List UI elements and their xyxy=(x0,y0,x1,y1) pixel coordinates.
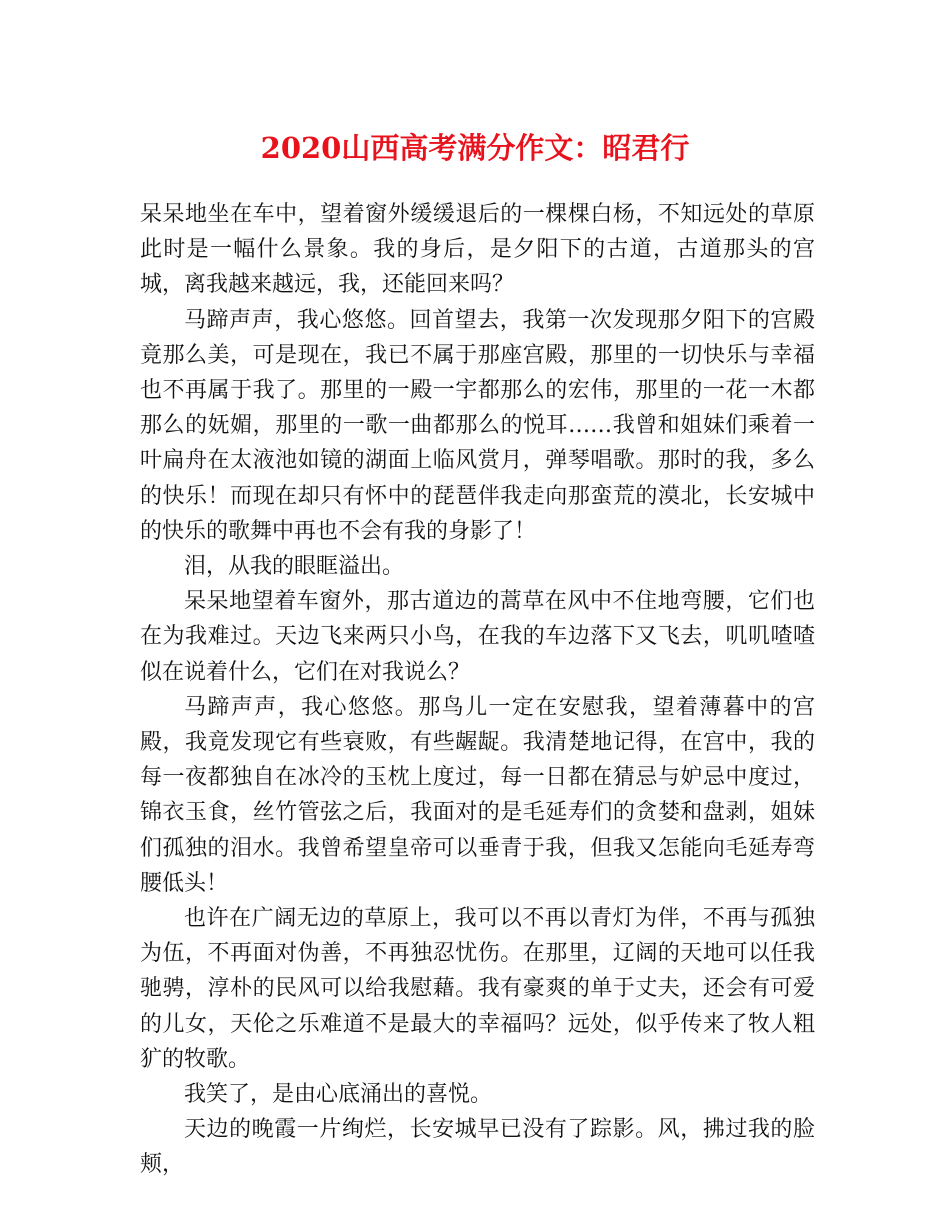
paragraph-2: 马蹄声声，我心悠悠。回首望去，我第一次发现那夕阳下的宫殿竟那么美，可是现在，我已不属于那座宫殿，那里的一切快乐与幸福也不再属于我了。那里的一殿一宇都那么的宏伟，那里的一花一木都那么的妩媚，那里的一歌一曲都那么的悦耳……我曾和姐妹们乘着一叶扁舟在太液池如镜的湖面上临风赏月，弹琴唱歌。那时的我，多么的快乐！而现在却只有怀中的琵琶伴我走向那蛮荒的漠北，长安城中的快乐的歌舞中再也不会有我的身影了！ xyxy=(140,307,815,544)
paragraph-3: 泪，从我的眼眶溢出。 xyxy=(184,554,405,580)
document-title: 2020山西高考满分作文：昭君行 xyxy=(260,131,690,165)
paragraph-7: 我笑了，是由心底涌出的喜悦。 xyxy=(184,1082,493,1108)
paragraph-8: 天边的晚霞一片绚烂，长安城早已没有了踪影。风，拂过我的脸颊， xyxy=(140,1117,815,1178)
paragraph-1: 呆呆地坐在车中，望着窗外缓缓退后的一棵棵白杨，不知远处的草原此时是一幅什么景象。我的身后，是夕阳下的古道，古道那头的宫城，离我越来越远，我，还能回来吗？ xyxy=(140,202,815,298)
paragraph-5: 马蹄声声，我心悠悠。那鸟儿一定在安慰我，望着薄暮中的宫殿，我竟发现它有些衰败，有些龌龊。我清楚地记得，在宫中，我的每一夜都独自在冰冷的玉枕上度过，每一日都在猜忌与妒忌中度过，锦衣玉食，丝竹管弦之后，我面对的是毛延寿们的贪婪和盘剥，姐妹们孤独的泪水。我曾希望皇帝可以垂青于我，但我又怎能向毛延寿弯腰低头！ xyxy=(140,694,815,896)
paragraph-4: 呆呆地望着车窗外，那古道边的蒿草在风中不住地弯腰，它们也在为我难过。天边飞来两只小鸟，在我的车边落下又飞去，叽叽喳喳似在说着什么，它们在对我说么？ xyxy=(140,589,815,685)
paragraph-6: 也许在广阔无边的草原上，我可以不再以青灯为伴，不再与孤独为伍，不再面对伪善，不再独忍忧伤。在那里，辽阔的天地可以任我驰骋，淳朴的民风可以给我慰藉。我有豪爽的单于丈夫，还会有可爱的儿女，天伦之乐难道不是最大的幸福吗？远处，似乎传来了牧人粗犷的牧歌。 xyxy=(140,906,815,1072)
document-body xyxy=(140,197,815,1183)
